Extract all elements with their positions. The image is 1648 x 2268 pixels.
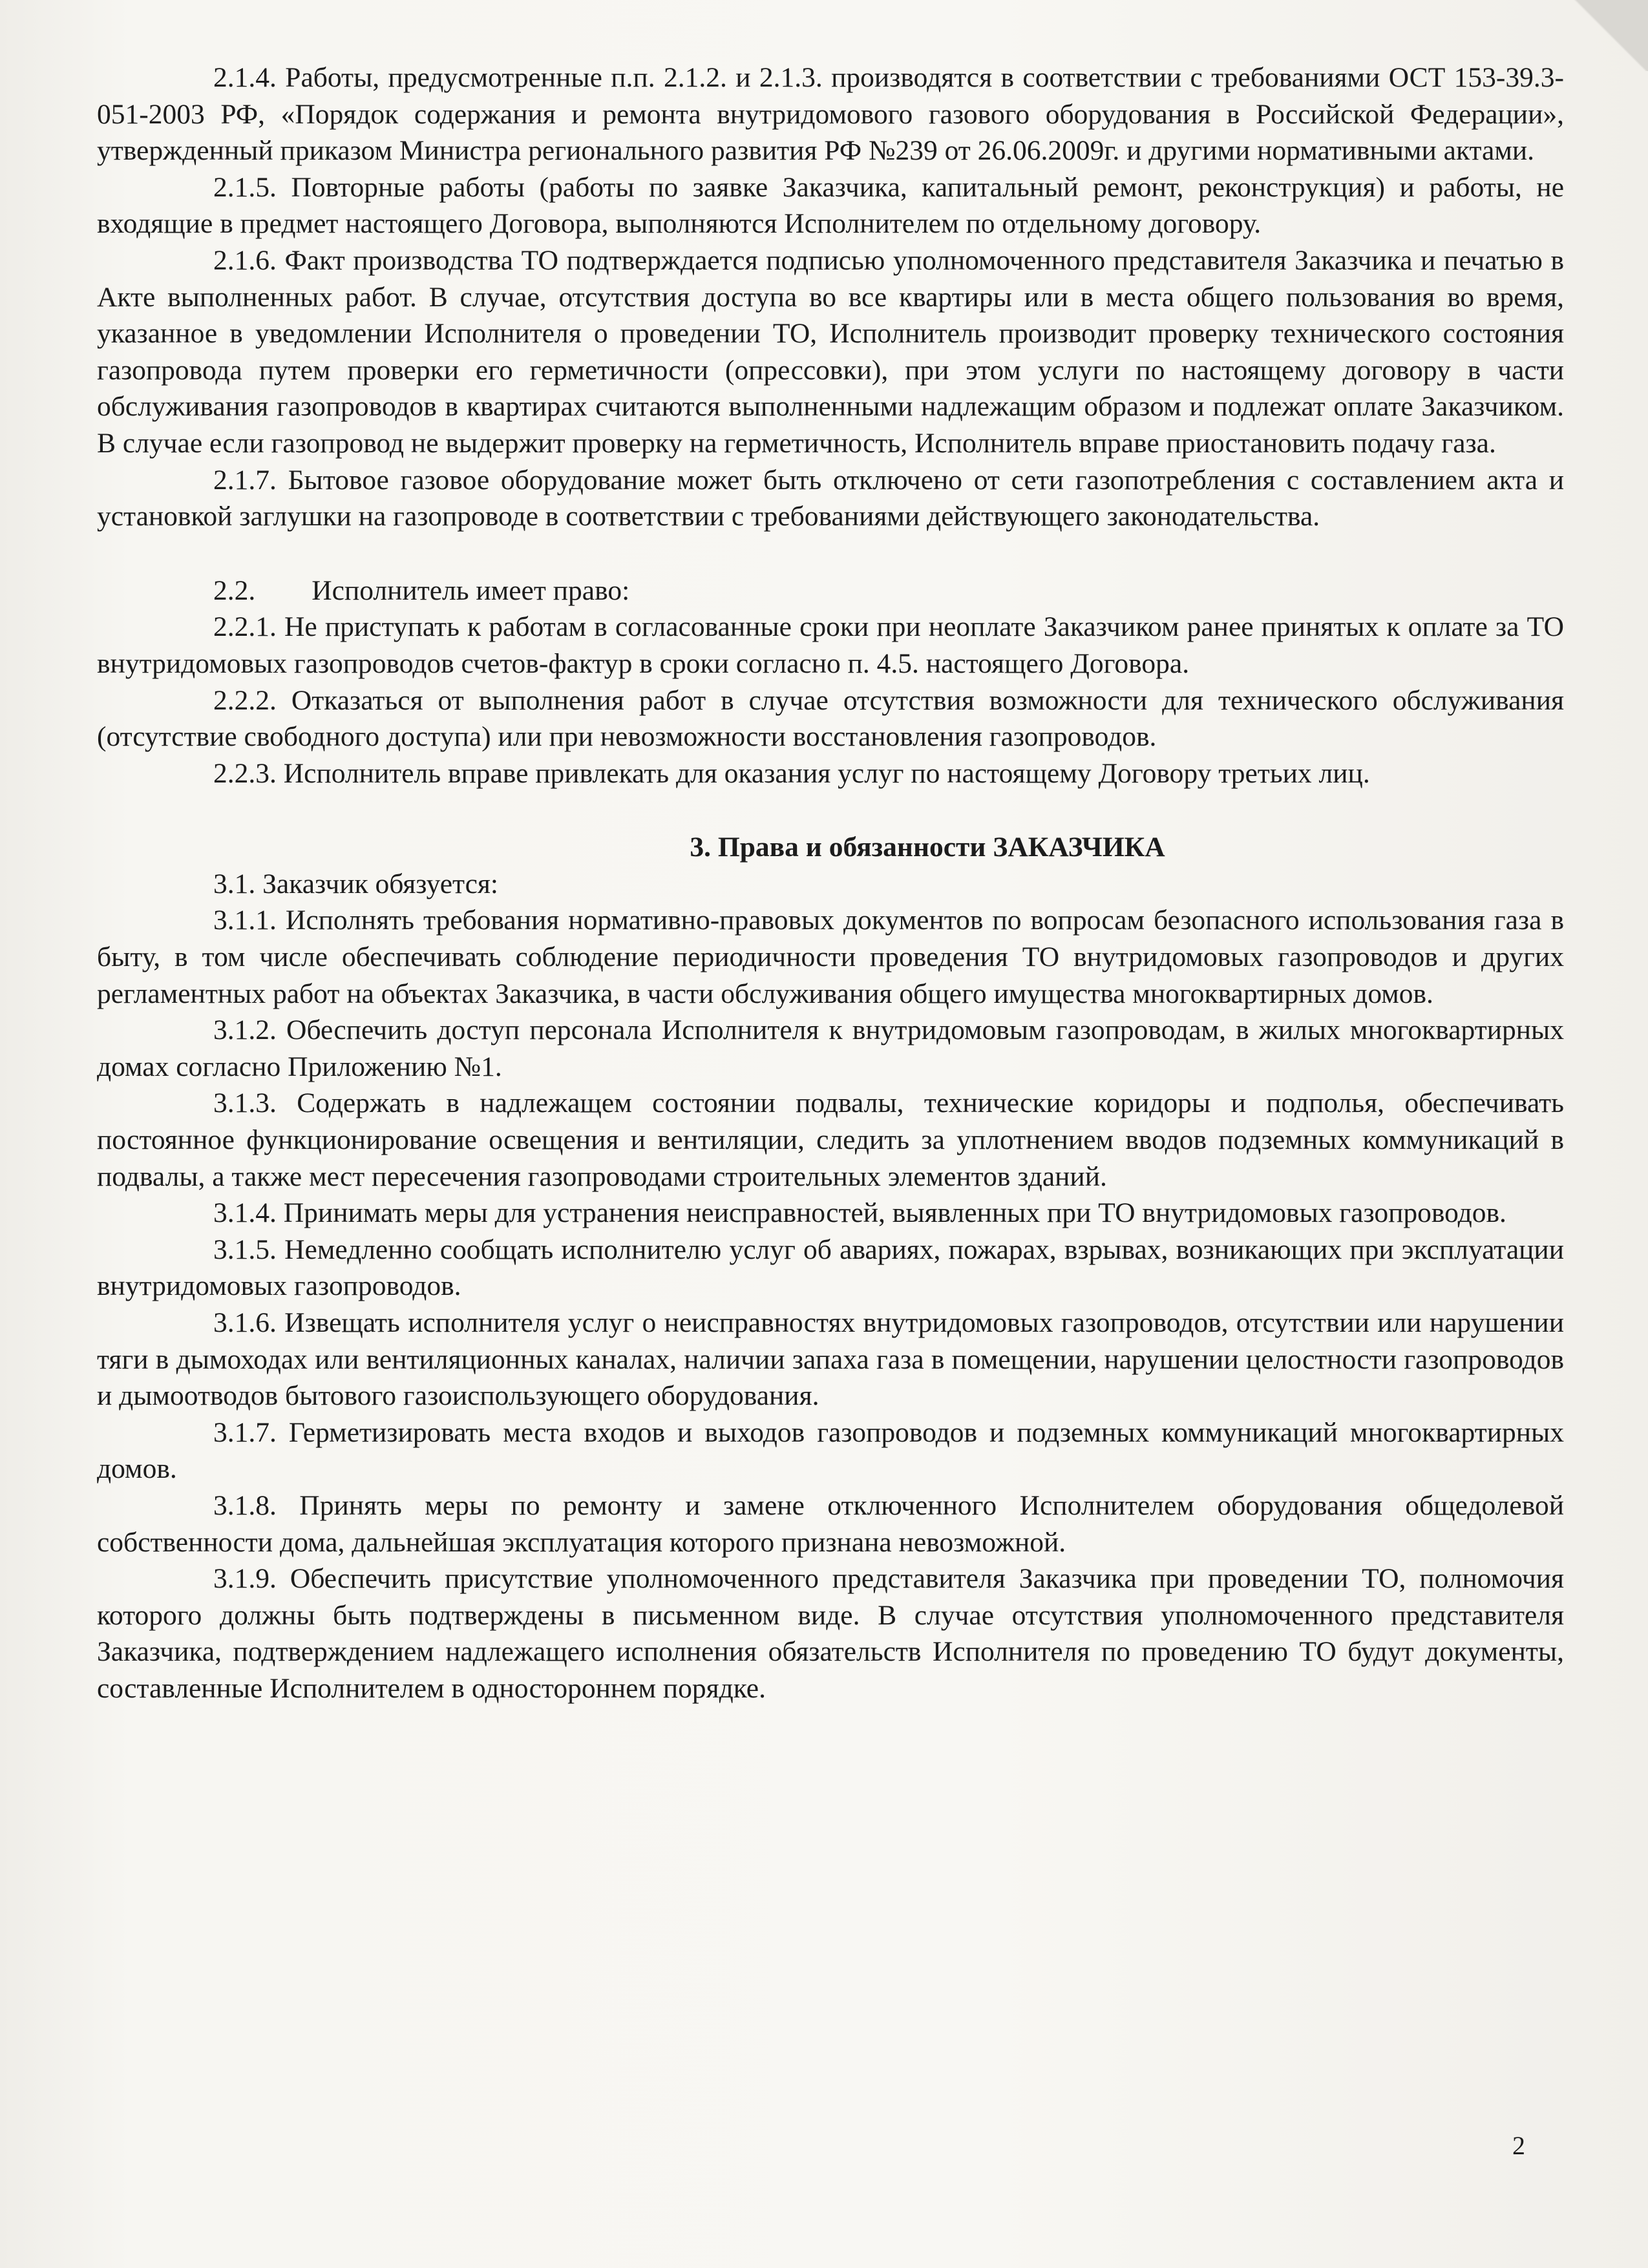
paragraph-3-1-2: 3.1.2. Обеспечить доступ персонала Исполнителя к внутридомовым газопроводам, в жилых многоквартирных домах согласно Приложению №1.	[97, 1014, 1564, 1082]
paragraph-2-2-3: 2.2.3. Исполнитель вправе привлекать для оказания услуг по настоящему Договору третьих лиц.	[213, 757, 1370, 789]
paragraph-3-1-9: 3.1.9. Обеспечить присутствие уполномоченного представителя Заказчика при проведении ТО, полномочия которого должны быть подтверждены в письменном виде. В случае отсутствия уполномоченного представителя Заказчика, подтверждением надлежащего исполнения обязательств Исполнителя по проведению ТО будут документы, составленные Исполнителем в одностороннем порядке.	[97, 1563, 1564, 1704]
section-heading: 3. Права и обязанности ЗАКАЗЧИКА	[690, 832, 1165, 863]
paragraph-2-1-4: 2.1.4. Работы, предусмотренные п.п. 2.1.2. и 2.1.3. производятся в соответствии с требованиями ОСТ 153-39.3-051-2003 РФ, «Порядок содержания и ремонта внутридомового газового оборудования в Российской Федерации», утвержденный приказом Министра регионального развития РФ №239 от 26.06.2009г. и другими нормативными актами.	[97, 62, 1564, 167]
paragraph-3-1-5: 3.1.5. Немедленно сообщать исполнителю услуг об авариях, пожарах, взрывах, возникающих при эксплуатации внутридомовых газопроводов.	[97, 1234, 1564, 1302]
paragraph-2-1-6: 2.1.6. Факт производства ТО подтверждается подписью уполномоченного представителя Заказчика и печатью в Акте выполненных работ. В случае, отсутствия доступа во все квартиры или в места общего пользования во время, указанное в уведомлении Исполнителя о проведении ТО, Исполнитель производит проверку технического состояния газопровода путем проверки его герметичности (опрессовки), при этом услуги по настоящему договору в части обслуживания газопроводов в квартирах считаются выполненными надлежащим образом и подлежат оплате Заказчиком. В случае если газопровод не выдержит проверку на герметичность, Исполнитель вправе приостановить подачу газа.	[97, 244, 1564, 459]
paragraph-2-1-7: 2.1.7. Бытовое газовое оборудование может быть отключено от сети газопотребления с составлением акта и установкой заглушки на газопроводе в соответствии с требованиями действующего законодательства.	[97, 464, 1564, 532]
paragraph-2-2-1: 2.2.1. Не приступать к работам в согласованные сроки при неоплате Заказчиком ранее принятых к оплате за ТО внутридомовых газопроводов счетов-фактур в сроки согласно п. 4.5. настоящего Договора.	[97, 611, 1564, 679]
page-number: 2	[1512, 2131, 1525, 2160]
paragraph-3-1: 3.1. Заказчик обязуется:	[213, 868, 498, 899]
paragraph-3-1-8: 3.1.8. Принять меры по ремонту и замене отключенного Исполнителем оборудования общедолевой собственности дома, дальнейшая эксплуатация которого признана невозможной.	[97, 1489, 1564, 1558]
page-corner-fold	[1570, 0, 1648, 71]
paragraph-3-1-4: 3.1.4. Принимать меры для устранения неисправностей, выявленных при ТО внутридомовых газопроводов.	[213, 1197, 1506, 1229]
paragraph-3-1-1: 3.1.1. Исполнять требования нормативно-правовых документов по вопросам безопасного использования газа в быту, в том числе обеспечивать соблюдение периодичности проведения ТО внутридомовых газопроводов и других регламентных работ на объектах Заказчика, в части обслуживания общего имущества многоквартирных домов.	[97, 905, 1564, 1009]
paragraph-2-2: 2.2. Исполнитель имеет право:	[213, 574, 630, 606]
paragraph-2-1-5: 2.1.5. Повторные работы (работы по заявке Заказчика, капитальный ремонт, реконструкция) и работы, не входящие в предмет настоящего Договора, выполняются Исполнителем по отдельному договору.	[97, 171, 1564, 240]
document-body	[97, 59, 1564, 1707]
paragraph-3-1-3: 3.1.3. Содержать в надлежащем состоянии подвалы, технические коридоры и подполья, обеспечивать постоянное функционирование освещения и вентиляции, следить за уплотнением вводов подземных коммуникаций в подвалы, а также мест пересечения газопроводами строительных элементов зданий.	[97, 1087, 1564, 1192]
paragraph-gap	[97, 535, 1564, 572]
paragraph-gap	[97, 792, 1564, 829]
paragraph-3-1-7: 3.1.7. Герметизировать места входов и выходов газопроводов и подземных коммуникаций многоквартирных домов.	[97, 1416, 1564, 1485]
paragraph-2-2-2: 2.2.2. Отказаться от выполнения работ в случае отсутствия возможности для технического обслуживания (отсутствие свободного доступа) или при невозможности восстановления газопроводов.	[97, 684, 1564, 753]
paragraph-3-1-6: 3.1.6. Извещать исполнителя услуг о неисправностях внутридомовых газопроводов, отсутствии или нарушении тяги в дымоходах или вентиляционных каналах, наличии запаха газа в помещении, нарушении целостности газопроводов и дымоотводов бытового газоиспользующего оборудования.	[97, 1307, 1564, 1412]
